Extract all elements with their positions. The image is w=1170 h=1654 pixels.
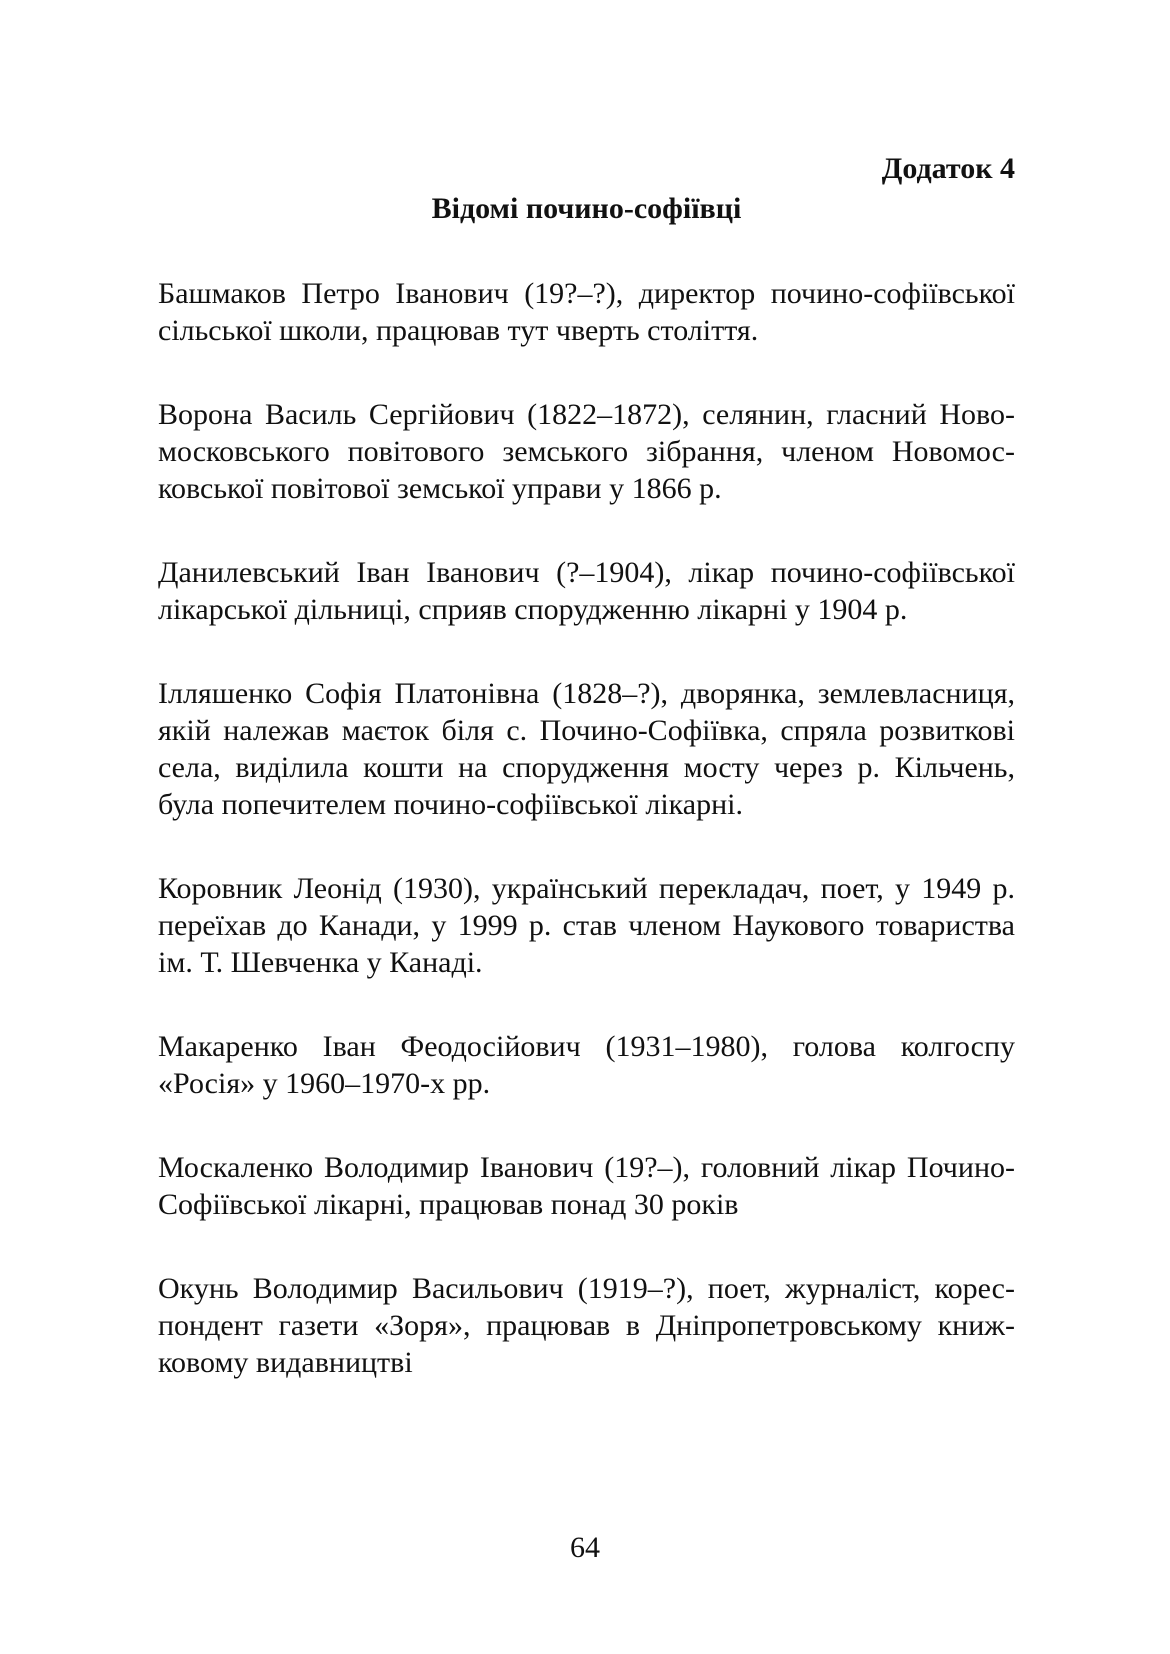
entry-korovnyk: Коровник Леонід (1930), український перекладач, поет, у 1949 р. переїхав до Канади, у 1999 р. став членом Наукового товариства ім. Т. Шевченка у Канаді. [158,872,1015,979]
entry-danylevskyi: Данилевський Іван Іванович (?–1904), лікар почино-софіївської лікарської дільниці, сприяв спорудженню лікарні у 1904 р. [158,556,1015,626]
appendix-label: Додаток 4 [881,152,1015,185]
document-page [158,150,1015,1428]
entry-bashmakov: Башмаков Петро Іванович (19?–?), директор почино-софіївської сільської школи, працював тут чверть століття. [158,277,1015,347]
page-number: 64 [570,1531,600,1564]
page-heading: Відомі почино-софіївці [431,192,742,225]
entry-vorona: Ворона Василь Сергійович (1822–1872), селянин, гласний Новомосковського повітового земського зібрання, членом Новомосковської повітової земської управи у 1866 р. [158,398,1015,505]
entry-moskalenko: Москаленко Володимир Іванович (19?–), головний лікар Почино-Софіївської лікарні, працював понад 30 років [158,1151,1015,1221]
entry-okun: Окунь Володимир Васильович (1919–?), поет, журналіст, кореспондент газети «Зоря», працював в Дніпропетровському книжковому видавництві [158,1272,1015,1379]
entries-list [158,275,1015,1381]
entry-makarenko: Макаренко Іван Феодосійович (1931–1980), голова колгоспу «Росія» у 1960–1970-х рр. [158,1030,1015,1100]
entry-illiashenko: Ілляшенко Софія Платонівна (1828–?), дворянка, землевласниця, якій належав маєток біля с. Почино-Софіївка, спряла розвиткові села, виділила кошти на спорудження мосту через р. Кільчень, була попечителем почино-софіївської лікарні. [158,677,1015,821]
